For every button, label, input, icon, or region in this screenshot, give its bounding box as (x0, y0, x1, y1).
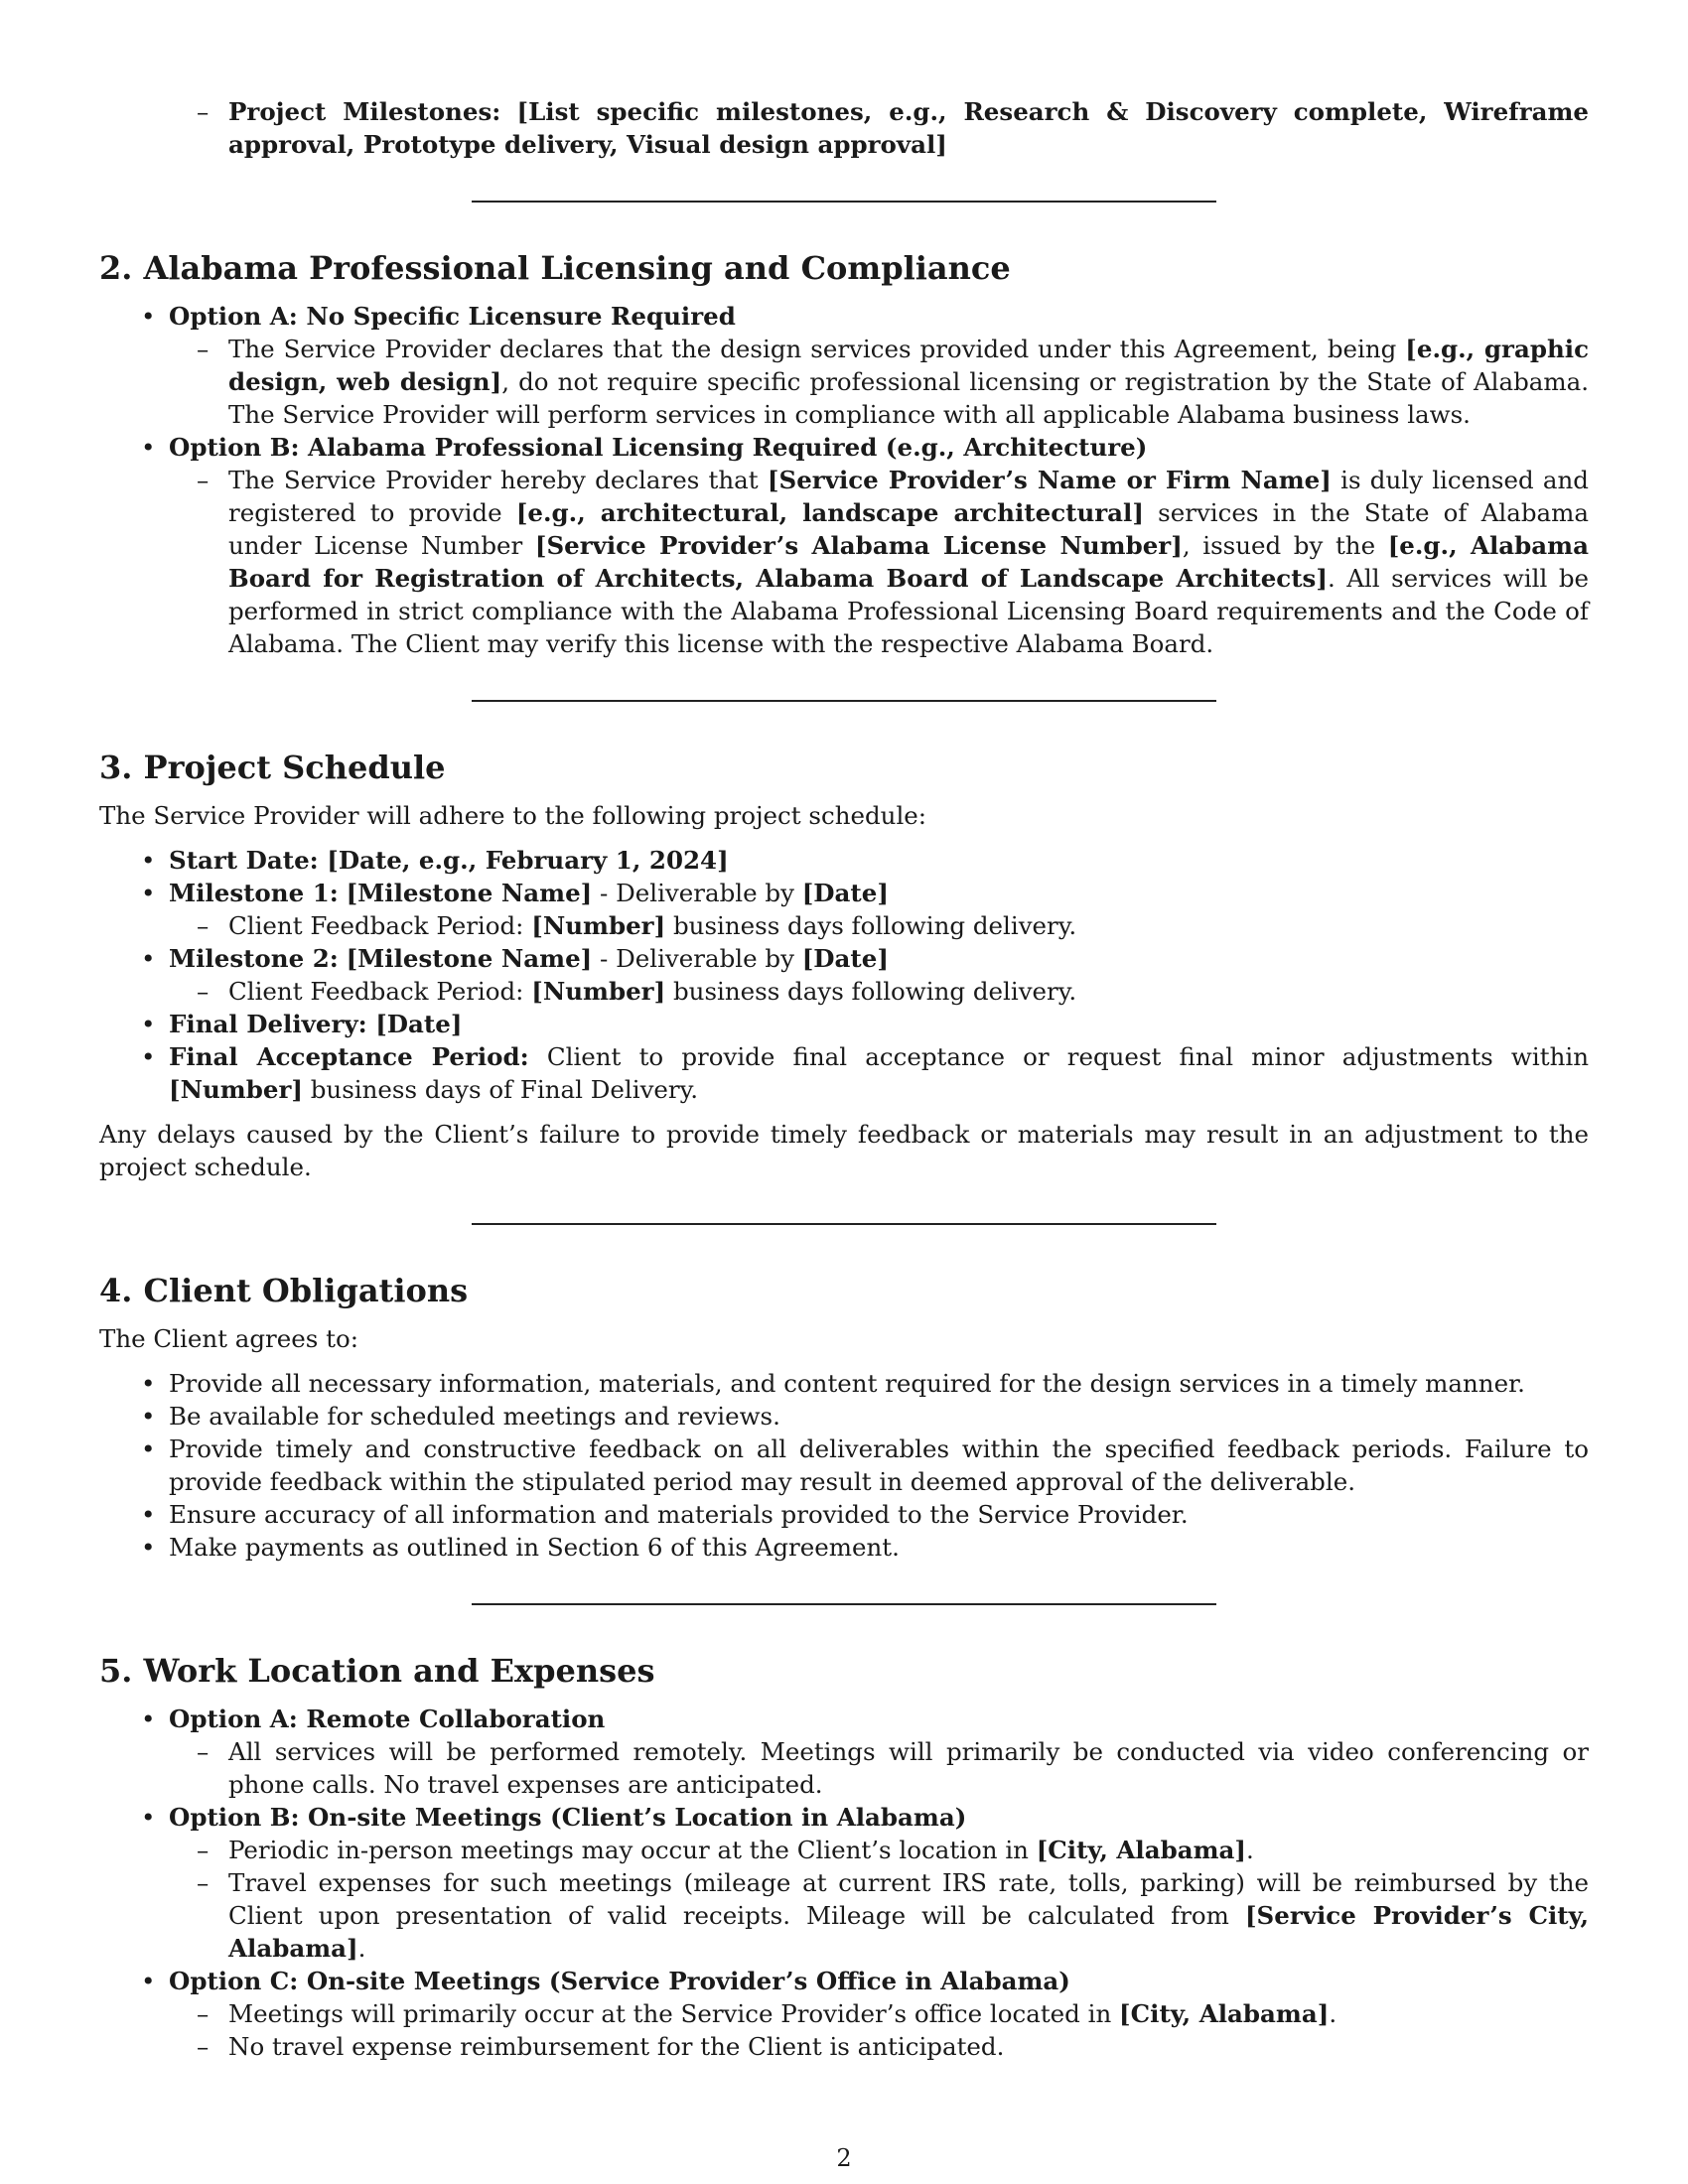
schedule-list (99, 844, 1589, 1106)
start-date-item: • Start Date: [Date, e.g., February 1, 2024] (99, 844, 1589, 877)
option-b-item: • Option B: Alabama Professional Licensing Required (e.g., Architecture) – The Service Provider hereby declares that [Service Provider’s Name or Firm Name] is duly licensed and registered to provide [e.g., architectural, landscape architectural] services in the State of Alabama under License Number [Service Provider’s Alabama License Number], issued by the [e.g., Alabama Board for Registration of Architects, Alabama Board of Landscape Architects]. All services will be performed in strict compliance with the Alabama Professional Licensing Board requirements and the Code of Alabama. The Client may verify this license with the respective Alabama Board. (99, 431, 1589, 660)
location-option-c-text-2: – No travel expense reimbursement for the Client is anticipated. (169, 2030, 1589, 2063)
schedule-intro: The Service Provider will adhere to the following project schedule: (99, 801, 927, 830)
section-5-title: 5. Work Location and Expenses (99, 1652, 655, 1690)
location-option-b-text-1: – Periodic in-person meetings may occur at the Client’s location in [City, Alabama]. (169, 1834, 1589, 1866)
option-b-text: – The Service Provider hereby declares that [Service Provider’s Name or Firm Name] is duly licensed and registered to provide [e.g., architectural, landscape architectural] services in the State of Alabama under License Number [Service Provider’s Alabama License Number], issued by the [e.g., Alabama Board for Registration of Architects, Alabama Board of Landscape Architects]. All services will be performed in strict compliance with the Alabama Professional Licensing Board requirements and the Code of Alabama. The Client may verify this license with the respective Alabama Board. (169, 464, 1589, 660)
document-page (99, 95, 1589, 2063)
project-milestones-item: – Project Milestones: [List specific milestones, e.g., Research & Discovery complete, Wireframe approval, Prototype delivery, Visual design approval] (99, 95, 1589, 161)
obligations-list (99, 1367, 1589, 1564)
milestone-2-feedback: – Client Feedback Period: [Number] business days following delivery. (169, 975, 1589, 1008)
milestone-1-feedback: – Client Feedback Period: [Number] business days following delivery. (169, 909, 1589, 942)
obligation-item: • Make payments as outlined in Section 6 of this Agreement. (99, 1531, 1589, 1564)
obligations-intro: The Client agrees to: (99, 1324, 358, 1353)
obligation-item: • Provide all necessary information, materials, and content required for the design services in a timely manner. (99, 1367, 1589, 1400)
location-option-b-text-2: – Travel expenses for such meetings (mileage at current IRS rate, tolls, parking) will be reimbursed by the Client upon presentation of valid receipts. Mileage will be calculated from [Service Provider’s City, Alabama]. (169, 1866, 1589, 1965)
section-2-title: 2. Alabama Professional Licensing and Compliance (99, 249, 1011, 287)
schedule-outro: Any delays caused by the Client’s failure to provide timely feedback or materials may result in an adjustment to the project schedule. (99, 1120, 1589, 1181)
location-option-c-text-1: – Meetings will primarily occur at the Service Provider’s office located in [City, Alabama]. (169, 1997, 1589, 2030)
location-options (99, 1703, 1589, 2063)
milestone-2-item: • Milestone 2: [Milestone Name] - Deliverable by [Date] – Client Feedback Period: [Number] business days following delivery. (99, 942, 1589, 1008)
section-3-title: 3. Project Schedule (99, 749, 446, 786)
location-option-b: • Option B: On-site Meetings (Client’s Location in Alabama) – Periodic in-person meetings may occur at the Client’s location in [City, Alabama]. – Travel expenses for such meetings (mileage at current IRS rate, tolls, parking) will be reimbursed by the Client upon presentation of valid receipts. Mileage will be calculated from [Service Provider’s City, Alabama]. (99, 1801, 1589, 1965)
final-acceptance-item: • Final Acceptance Period: Client to provide final acceptance or request final minor adjustments within [Number] business days of Final Delivery. (99, 1040, 1589, 1106)
licensing-options (99, 300, 1589, 660)
final-delivery-item: • Final Delivery: [Date] (99, 1008, 1589, 1040)
milestone-1-item: • Milestone 1: [Milestone Name] - Deliverable by [Date] – Client Feedback Period: [Number] business days following delivery. (99, 877, 1589, 942)
location-option-c: • Option C: On-site Meetings (Service Provider’s Office in Alabama) – Meetings will primarily occur at the Service Provider’s office located in [City, Alabama]. – No travel expense reimbursement for the Client is anticipated. (99, 1965, 1589, 2063)
page-number: 2 (836, 2144, 852, 2172)
option-a-text: – The Service Provider declares that the design services provided under this Agreement, being [e.g., graphic design, web design], do not require specific professional licensing or registration by the State of Alabama. The Service Provider will perform services in compliance with all applicable Alabama business laws. (169, 333, 1589, 431)
obligation-item: • Provide timely and constructive feedback on all deliverables within the specified feedback periods. Failure to provide feedback within the stipulated period may result in deemed approval of the deliverable. (99, 1433, 1589, 1498)
section-4-title: 4. Client Obligations (99, 1272, 469, 1309)
obligation-item: • Be available for scheduled meetings and reviews. (99, 1400, 1589, 1433)
obligation-item: • Ensure accuracy of all information and materials provided to the Service Provider. (99, 1498, 1589, 1531)
location-option-a-text: – All services will be performed remotely. Meetings will primarily be conducted via video conferencing or phone calls. No travel expenses are anticipated. (169, 1735, 1589, 1801)
option-a-item: • Option A: No Specific Licensure Required – The Service Provider declares that the design services provided under this Agreement, being [e.g., graphic design, web design], do not require specific professional licensing or registration by the State of Alabama. The Service Provider will perform services in compliance with all applicable Alabama business laws. (99, 300, 1589, 431)
location-option-a: • Option A: Remote Collaboration – All services will be performed remotely. Meetings will primarily be conducted via video conferencing or phone calls. No travel expenses are anticipated. (99, 1703, 1589, 1801)
milestones-list (99, 95, 1589, 161)
